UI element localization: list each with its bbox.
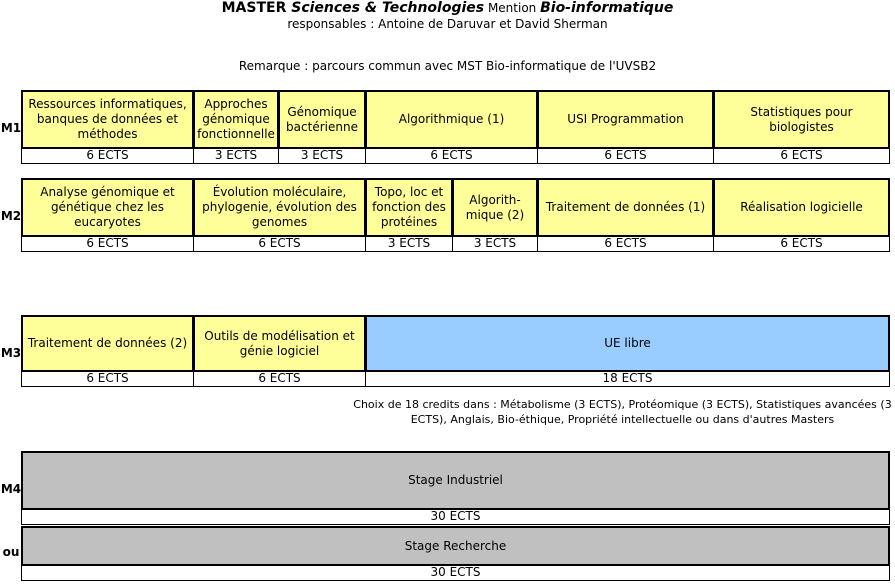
module-ects: 6 ECTS [193, 237, 366, 252]
module-box: Algorithmique (1) [365, 90, 538, 149]
module-ects: 6 ECTS [21, 149, 194, 164]
stage-recherche-box: Stage Recherche [21, 526, 890, 566]
module-box: Algorith-mique (2) [452, 178, 538, 237]
module-ects: 6 ECTS [537, 237, 714, 252]
stage-industriel-box: Stage Industriel [21, 451, 890, 510]
module-box: Traitement de données (2) [21, 315, 194, 372]
module-box: USI Programmation [537, 90, 714, 149]
title-mention: Mention [484, 1, 541, 15]
module-box: Évolution moléculaire, phylogenie, évolution des genomes [193, 178, 366, 237]
module-ects: 18 ECTS [365, 372, 890, 387]
module-ects: 6 ECTS [713, 237, 890, 252]
row-label-m1: M1 [0, 121, 22, 135]
module-ects: 6 ECTS [21, 237, 194, 252]
module-ects: 3 ECTS [193, 149, 279, 164]
responsables: responsables : Antoine de Daruvar et David Sherman [287, 17, 608, 31]
module-ects: 6 ECTS [365, 149, 538, 164]
module-ects: 30 ECTS [21, 510, 890, 525]
module-ects: 3 ECTS [278, 149, 366, 164]
module-ects: 6 ECTS [21, 372, 194, 387]
module-ects: 3 ECTS [452, 237, 538, 252]
remark: Remarque : parcours commun avec MST Bio-informatique de l'UVSB2 [238, 59, 657, 73]
module-ects: 6 ECTS [193, 372, 366, 387]
module-ects: 6 ECTS [713, 149, 890, 164]
module-box: Outils de modélisation et génie logiciel [193, 315, 366, 372]
module-ects: 6 ECTS [537, 149, 714, 164]
row-label-m3: M3 [0, 346, 22, 360]
module-box: Ressources informatiques, banques de données et méthodes [21, 90, 194, 149]
title-master: MASTER [221, 0, 292, 16]
module-box: Analyse génomique et génétique chez les eucaryotes [21, 178, 194, 237]
module-ects: 3 ECTS [365, 237, 453, 252]
module-box: Génomique bactérienne [278, 90, 366, 149]
title-program: Sciences & Technologies [291, 0, 485, 16]
row-label-ou: ou [2, 545, 20, 559]
module-box: Traitement de données (1) [537, 178, 714, 237]
ue-libre-box: UE libre [365, 315, 890, 372]
ue-libre-note: Choix de 18 credits dans : Métabolisme (3 ECTS), Protéomique (3 ECTS), Statistiques avancées (3 ECTS), Anglais, Bio-éthique, Propriété intellectuelle ou dans d'autres Masters [353, 398, 892, 426]
module-box: Réalisation logicielle [713, 178, 890, 237]
module-box: Topo, loc et fonction des protéines [365, 178, 453, 237]
page-title [0, 0, 895, 17]
title-specialty: Bio-informatique [540, 0, 674, 16]
module-box: Approches génomique fonctionnelle [193, 90, 279, 149]
row-label-m4: M4 [0, 482, 22, 496]
module-box: Statistiques pour biologistes [713, 90, 890, 149]
module-ects: 30 ECTS [21, 566, 890, 581]
row-label-m2: M2 [0, 209, 22, 223]
